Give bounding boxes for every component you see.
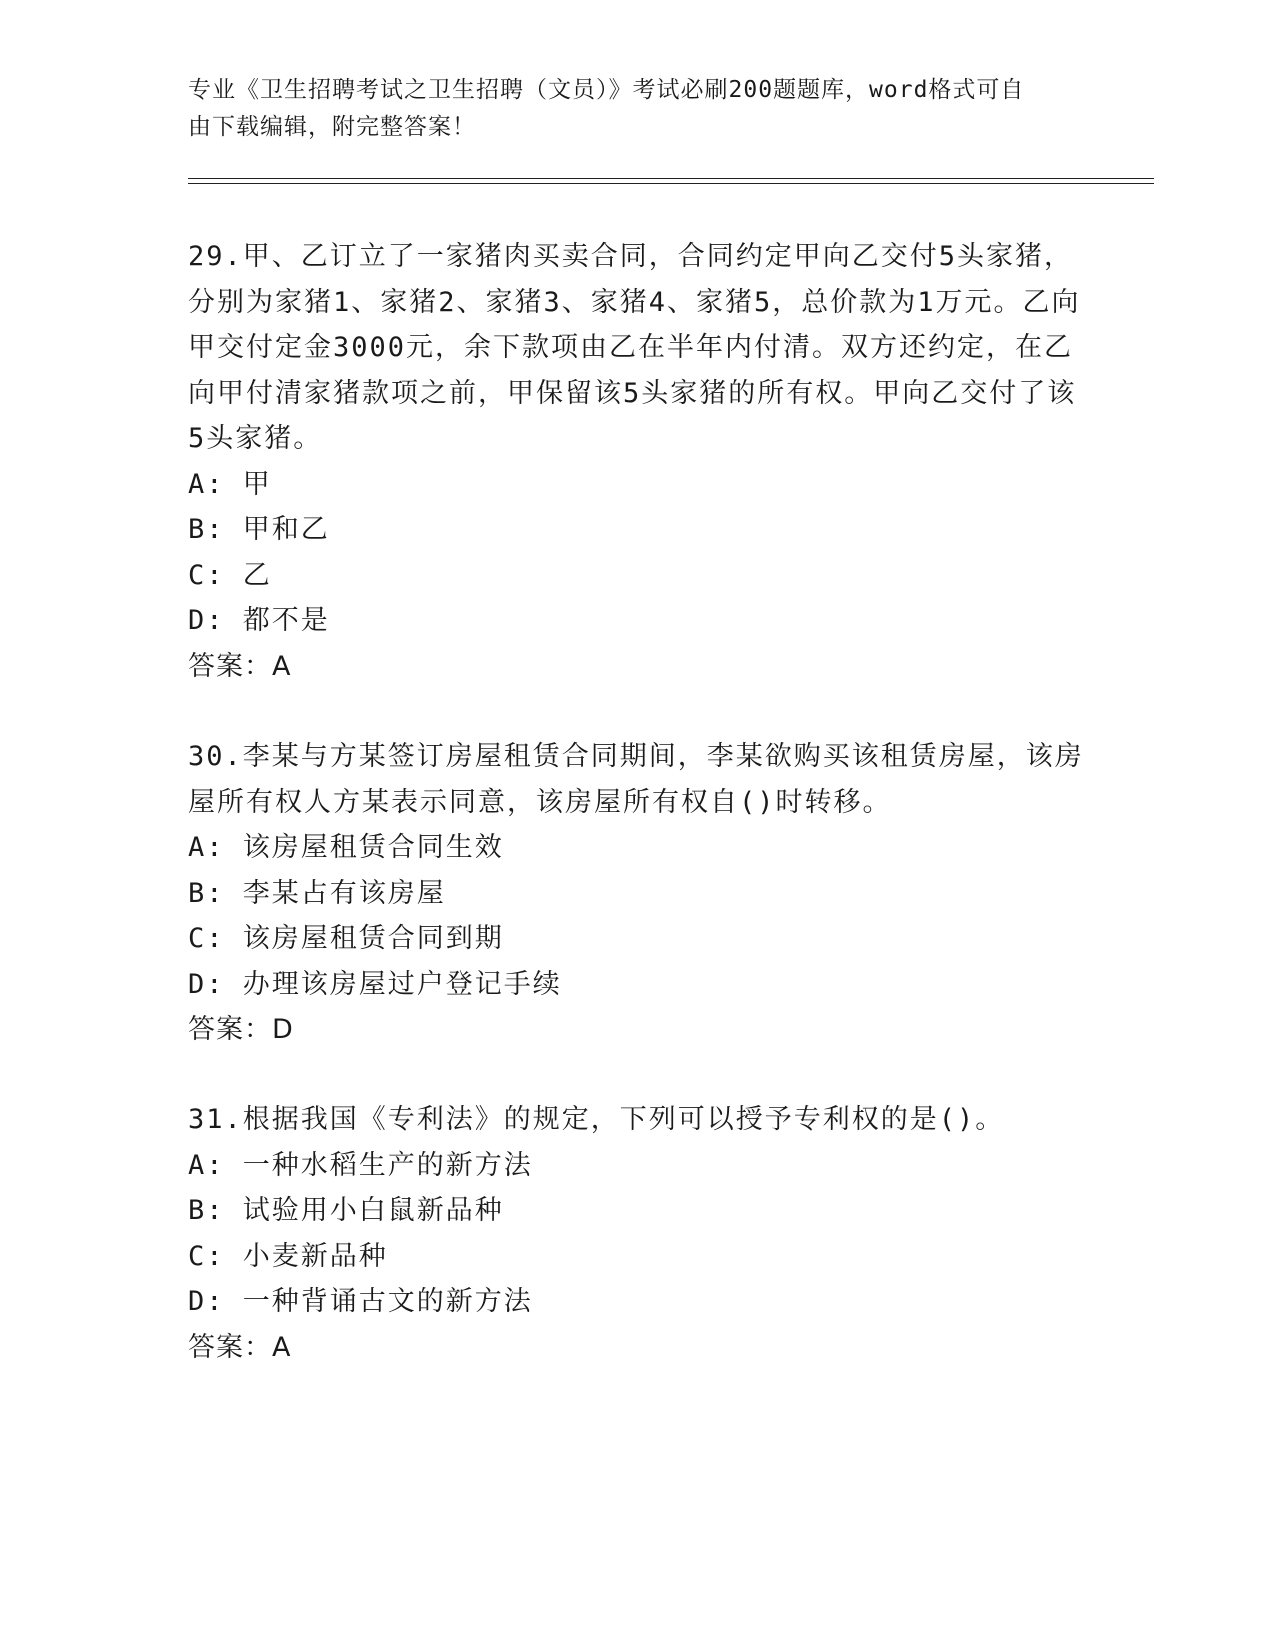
- question-31: [188, 1097, 1088, 1370]
- option-d: D: 一种背诵古文的新方法: [188, 1286, 533, 1317]
- option-c: C: 小麦新品种: [188, 1240, 388, 1272]
- option-a: A: 甲: [188, 468, 272, 500]
- answer-line: 答案：A: [188, 650, 292, 682]
- document-header: [188, 72, 1088, 146]
- question-stem: 29.甲、乙订立了一家猪肉买卖合同，合同约定甲向乙交付5头家猪，分别为家猪1、家猪2、家猪3、家猪4、家猪5，总价款为1万元。乙向甲交付定金3000元，余下款项由乙在半年内付清。双方还约定，在乙向甲付清家猪款项之前，甲保留该5头家猪的所有权。甲向乙交付了该5头家猪。: [188, 241, 1081, 454]
- option-a: A: 一种水稻生产的新方法: [188, 1149, 533, 1181]
- option-c: C: 该房屋租赁合同到期: [188, 923, 504, 954]
- option-d: D: 办理该房屋过户登记手续: [188, 968, 562, 1000]
- header-line-1: 专业《卫生招聘考试之卫生招聘（文员）》考试必刷200题题库，word格式可自: [188, 77, 1025, 103]
- option-a: A: 该房屋租赁合同生效: [188, 832, 504, 863]
- option-d: D: 都不是: [188, 605, 330, 636]
- header-line-2: 由下载编辑，附完整答案！: [188, 114, 476, 140]
- option-b: B: 试验用小白鼠新品种: [188, 1195, 504, 1226]
- answer-line: 答案：A: [188, 1331, 292, 1363]
- option-c: C: 乙: [188, 559, 272, 591]
- question-30: [188, 734, 1088, 1053]
- question-stem: 30.李某与方某签订房屋租赁合同期间，李某欲购买该租赁房屋，该房屋所有权人方某表示同意，该房屋所有权自()时转移。: [188, 741, 1084, 818]
- header-divider-top: [188, 178, 1154, 179]
- option-b: B: 李某占有该房屋: [188, 877, 446, 909]
- answer-line: 答案：D: [188, 1014, 294, 1045]
- header-divider-bottom: [188, 183, 1154, 184]
- question-stem: 31.根据我国《专利法》的规定，下列可以授予专利权的是()。: [188, 1104, 1005, 1135]
- option-b: B: 甲和乙: [188, 514, 330, 545]
- question-29: [188, 234, 1088, 689]
